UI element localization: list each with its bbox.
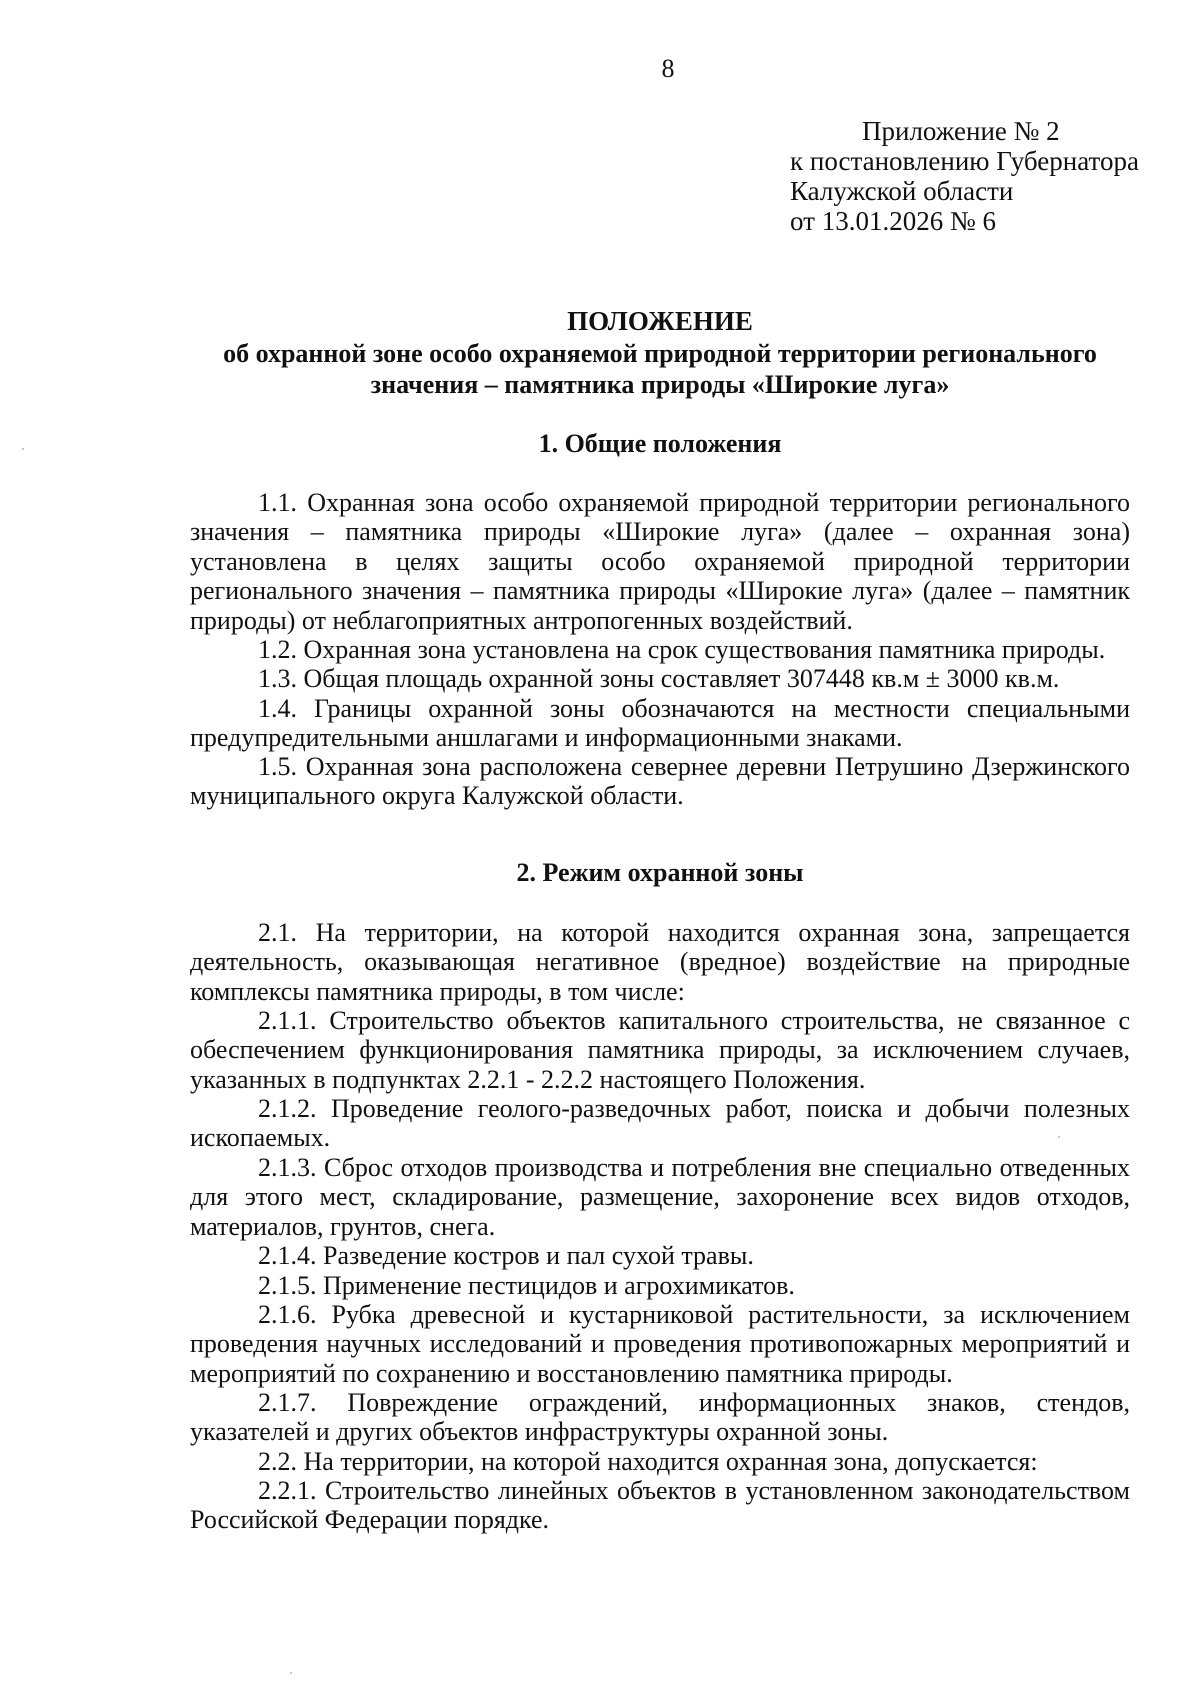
paragraph: 2.1. На территории, на которой находится охранная зона, запрещается деятельность, оказывающая негативное (вредное) воздействие на природные комплексы памятника природы, в том числе: (190, 918, 1130, 1006)
section-heading: 1. Общие положения (538, 429, 782, 458)
paragraph: 1.1. Охранная зона особо охраняемой природной территории регионального значения – памятника природы «Широкие луга» (далее – охранная зона) установлена в целях защиты особо охраняемой природной территории регионального значения – памятника природы «Широкие луга» (далее – памятник природы) от неблагоприятных антропогенных воздействий. (190, 488, 1130, 635)
appendix-date-number: от 13.01.2026 № 6 (790, 206, 996, 236)
appendix-title: Приложение № 2 (862, 116, 1060, 146)
scan-speck (290, 1672, 292, 1674)
paragraph: 2.1.5. Применение пестицидов и агрохимикатов. (258, 1271, 795, 1300)
page-number: 8 (661, 54, 675, 83)
paragraph: 2.1.4. Разведение костров и пал сухой травы. (258, 1241, 754, 1270)
paragraph: 2.1.3. Сброс отходов производства и потребления вне специально отведенных для этого мест, складирование, размещение, захоронение всех видов отходов, материалов, грунтов, снега. (190, 1153, 1130, 1241)
section-heading: 2. Режим охранной зоны (516, 858, 804, 887)
scan-speck (22, 448, 24, 450)
appendix-block (790, 116, 1139, 236)
paragraph: 2.1.1. Строительство объектов капитального строительства, не связанное с обеспечением функционирования памятника природы, за исключением случаев, указанных в подпунктах 2.2.1 - 2.2.2 настоящего Положения. (190, 1006, 1130, 1094)
paragraph: 1.3. Общая площадь охранной зоны составляет 307448 кв.м ± 3000 кв.м. (258, 664, 1060, 693)
paragraph: 1.5. Охранная зона расположена севернее деревни Петрушино Дзержинского муниципального округа Калужской области. (190, 752, 1130, 811)
paragraph: 1.4. Границы охранной зоны обозначаются на местности специальными предупредительными аншлагами и информационными знаками. (190, 694, 1130, 753)
paragraph: 1.2. Охранная зона установлена на срок существования памятника природы. (258, 635, 1106, 664)
paragraph: 2.1.6. Рубка древесной и кустарниковой растительности, за исключением проведения научных исследований и проведения противопожарных мероприятий и мероприятий по сохранению и восстановлению памятника природы. (190, 1300, 1130, 1388)
document-heading: ПОЛОЖЕНИЕ (567, 306, 753, 336)
appendix-line: к постановлению Губернатора (790, 146, 1139, 176)
document-subtitle: об охранной зоне особо охраняемой природной территории регионального (223, 339, 1097, 368)
paragraph: 2.1.7. Повреждение ограждений, информационных знаков, стендов, указателей и других объектов инфраструктуры охранной зоны. (190, 1388, 1130, 1447)
appendix-line: Калужской области (790, 176, 1014, 206)
scan-speck (1058, 1136, 1060, 1138)
paragraph: 2.2. На территории, на которой находится охранная зона, допускается: (258, 1447, 1038, 1476)
paragraph: 2.2.1. Строительство линейных объектов в установленном законодательством Российской Федерации порядке. (190, 1476, 1130, 1535)
document-subtitle: значения – памятника природы «Широкие луга» (370, 370, 950, 399)
paragraph: 2.1.2. Проведение геолого-разведочных работ, поиска и добычи полезных ископаемых. (190, 1094, 1130, 1153)
